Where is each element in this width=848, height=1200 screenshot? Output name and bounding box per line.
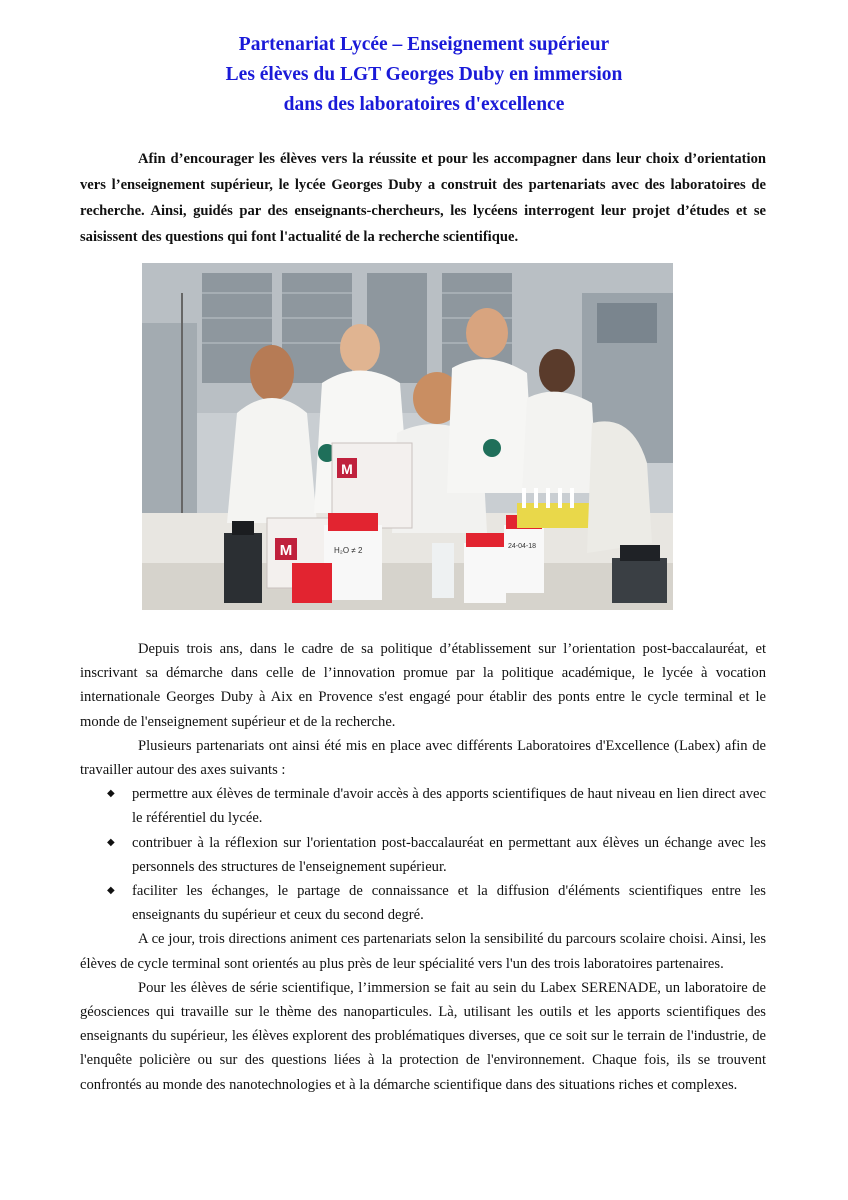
title-line-2: Les élèves du LGT Georges Duby en immersion <box>225 64 623 85</box>
title-line-3: dans des laboratoires d'excellence <box>283 94 565 115</box>
paragraph-1: Depuis trois ans, dans le cadre de sa politique d’établissement sur l’orientation post-baccalauréat, et inscrivant sa démarche dans celle de l’innovation promue par la politique académique, le lycée à vocation internationale Georges Duby à Aix en Provence s'est engagé pour établir des ponts entre le cycle terminal et le monde de l'enseignement supérieur et de la recherche. <box>80 641 766 730</box>
list-item-text: faciliter les échanges, le partage de connaissance et la diffusion d'éléments scientifiques entre les enseignants du supérieur et ceux du second degré. <box>132 883 766 924</box>
intro-text: Afin d’encourager les élèves vers la réussite et pour les accompagner dans leur choix d’orientation vers l’enseignement supérieur, le lycée Georges Duby a construit des partenariats avec des laboratoires de recherche. Ainsi, guidés par des enseignants-chercheurs, les lycéens interrogent leur projet d’études et se saisissent des questions qui font l'actualité de la recherche scientifique. <box>80 151 766 245</box>
article-title <box>40 30 808 120</box>
bottle-label-1: H₂O ≠ 2 <box>334 546 363 555</box>
axes-list <box>80 782 766 927</box>
diamond-bullet-icon: ◆ <box>107 836 115 848</box>
list-item <box>80 782 766 830</box>
title-line-1: Partenariat Lycée – Enseignement supérieur <box>238 34 610 55</box>
bottle-label-2: 24-04-18 <box>508 543 537 550</box>
lab-photo <box>142 263 673 610</box>
diamond-bullet-icon: ◆ <box>107 788 115 800</box>
intro-paragraph <box>80 146 766 250</box>
list-item-text: permettre aux élèves de terminale d'avoir accès à des apports scientifiques de haut niveau en lien direct avec le référentiel du lycée. <box>132 786 766 827</box>
paragraph-2: Plusieurs partenariats ont ainsi été mis en place avec différents Laboratoires d'Excellence (Labex) afin de travailler autour des axes suivants : <box>80 737 766 779</box>
list-item <box>80 879 766 927</box>
paragraph-3: A ce jour, trois directions animent ces partenariats selon la sensibilité du parcours scolaire choisi. Ainsi, les élèves de cycle terminal sont orientés au plus près de leur spécialité vers l'un des trois laboratoires partenaires. <box>80 931 766 972</box>
list-item-text: contribuer à la réflexion sur l'orientation post-baccalauréat en permettant aux élèves un échange avec les personnels des structures de l'enseignement supérieur. <box>132 834 766 875</box>
box-logo-top: M <box>341 461 353 477</box>
box-logo-bottom: M <box>279 542 293 559</box>
list-item <box>80 831 766 879</box>
article-body <box>80 637 766 1097</box>
paragraph-4: Pour les élèves de série scientifique, l’immersion se fait au sein du Labex SERENADE, un laboratoire de géosciences qui travaille sur le thème des nanoparticules. Là, utilisant les outils et les apports scientifiques des enseignants du supérieur, les élèves explorent des problématiques diverses, que ce soit sur le terrain de l'industrie, de l'enquête policière ou sur des questions liées à la protection de l'environnement. Chaque fois, ils se trouvent confrontés au monde des nanotechnologies et à la démarche scientifique dans des situations riches et complexes. <box>80 979 766 1093</box>
diamond-bullet-icon: ◆ <box>107 885 115 897</box>
